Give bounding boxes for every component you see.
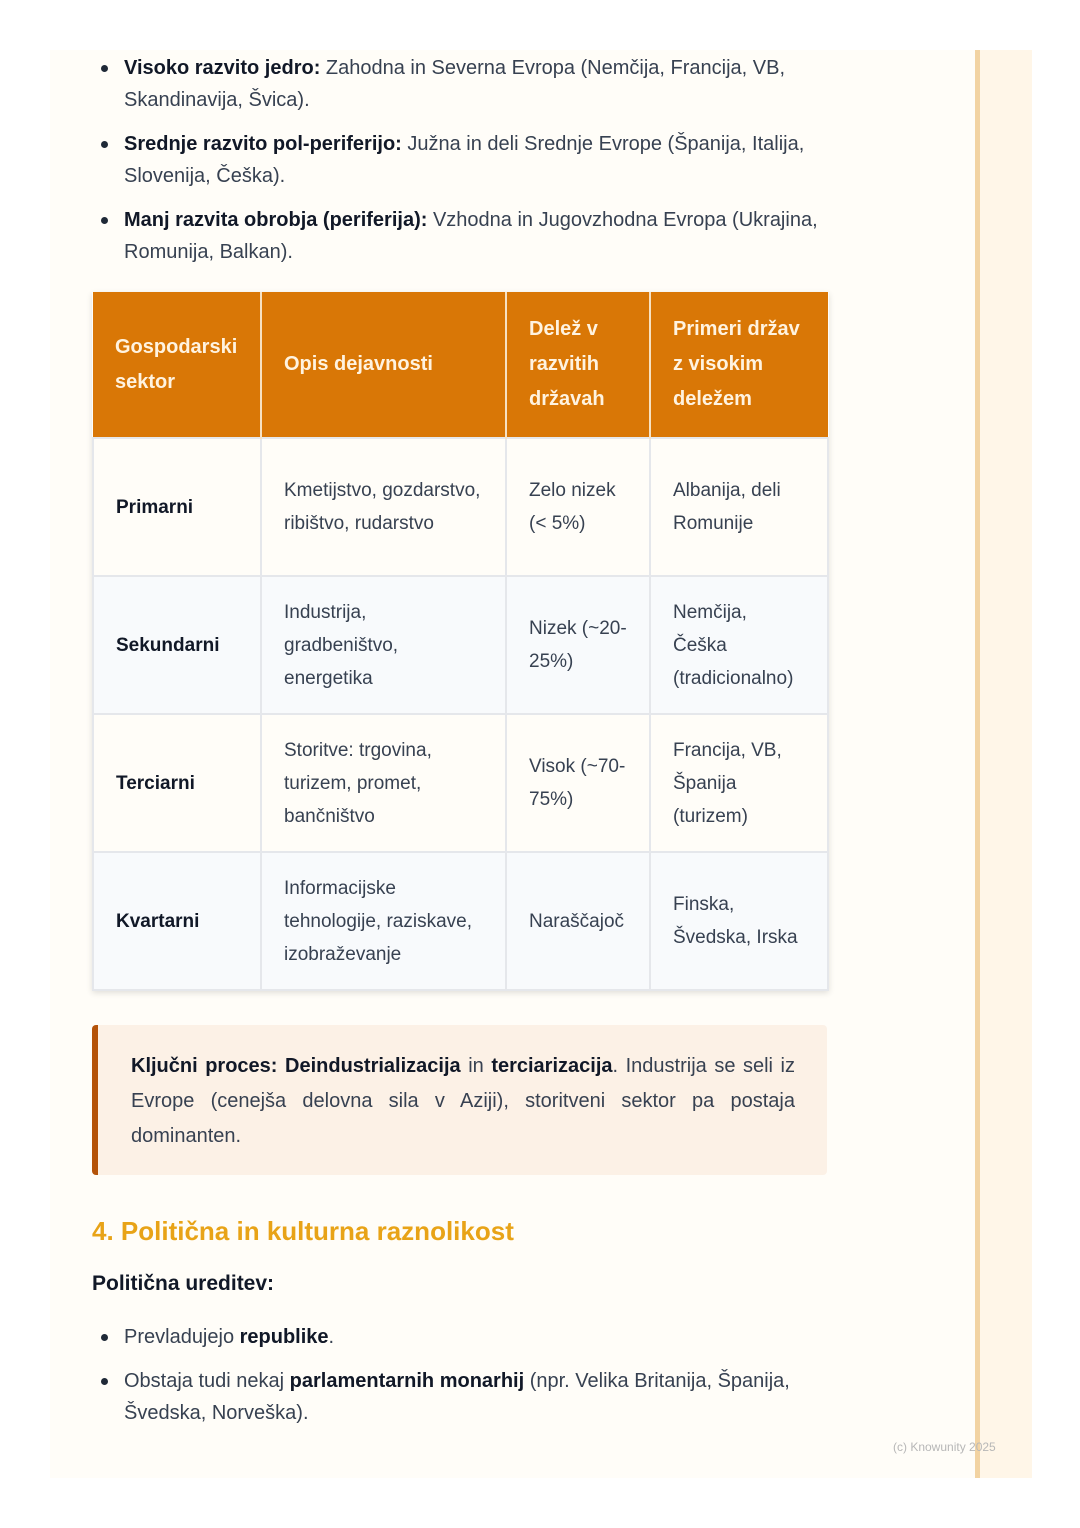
cell-sector: Primarni <box>93 438 261 576</box>
cell-examples: Nemčija, Češka (tradicionalno) <box>650 576 828 714</box>
sidebar-divider <box>975 50 980 1478</box>
list-item <box>92 52 827 116</box>
cell-sector: Sekundarni <box>93 576 261 714</box>
list-item-text: (npr. Velika Britanija, Španija, Švedska, Norveška). <box>124 1370 790 1424</box>
callout-label: Ključni proces: <box>131 1055 278 1077</box>
callout-text: . Industrija se seli iz Evrope (cenejša delovna sila v Aziji), storitveni sektor pa postaja dominanten. <box>131 1055 795 1147</box>
list-item <box>92 204 827 268</box>
cell-description: Kmetijstvo, gozdarstvo, ribištvo, rudarstvo <box>261 438 506 576</box>
cell-description: Informacijske tehnologije, raziskave, izobraževanje <box>261 852 506 990</box>
list-item <box>92 128 827 192</box>
table-header-row <box>93 292 828 438</box>
callout-term: Deindustrializacija <box>285 1055 461 1077</box>
list-item-term: Visoko razvito jedro: <box>124 57 321 79</box>
cell-examples: Albanija, deli Romunije <box>650 438 828 576</box>
cell-description: Storitve: trgovina, turizem, promet, bančništvo <box>261 714 506 852</box>
list-item <box>92 1321 827 1353</box>
cell-share: Naraščajoč <box>506 852 650 990</box>
cell-share: Visok (~70-75%) <box>506 714 650 852</box>
cell-share: Nizek (~20-25%) <box>506 576 650 714</box>
list-item-term: republike <box>239 1326 329 1348</box>
list-item-term: parlamentarnih monarhij <box>289 1370 525 1392</box>
callout-connector: in <box>460 1055 492 1077</box>
column-header-sector: Gospodarski sektor <box>93 292 261 438</box>
list-item-text: Zahodna in Severna Evropa (Nemčija, Francija, VB, Skandinavija, Švica). <box>124 57 786 111</box>
subheading: Politična ureditev: <box>92 1272 275 1295</box>
cell-sector: Terciarni <box>93 714 261 852</box>
list-item-text: Obstaja tudi nekaj <box>124 1370 290 1392</box>
list-item-text: Vzhodna in Jugovzhodna Evropa (Ukrajina, Romunija, Balkan). <box>124 209 818 263</box>
list-item <box>92 1365 827 1429</box>
table-row <box>93 852 828 990</box>
column-header-share: Delež v razvitih državah <box>506 292 650 438</box>
list-item-text: . <box>328 1326 335 1348</box>
key-process-callout <box>92 1025 827 1175</box>
development-list <box>92 52 827 268</box>
cell-sector: Kvartarni <box>93 852 261 990</box>
cell-description: Industrija, gradbeništvo, energetika <box>261 576 506 714</box>
sidebar-strip <box>975 50 1032 1478</box>
cell-share: Zelo nizek (< 5%) <box>506 438 650 576</box>
list-item-term: Manj razvita obrobja (periferija): <box>124 209 428 231</box>
main-content <box>92 52 827 1441</box>
callout-term: terciarizacija <box>491 1055 613 1077</box>
list-item-term: Srednje razvito pol-periferijo: <box>124 133 402 155</box>
column-header-description: Opis dejavnosti <box>261 292 506 438</box>
cell-examples: Francija, VB, Španija (turizem) <box>650 714 828 852</box>
political-list <box>92 1321 827 1429</box>
table-row <box>93 576 828 714</box>
section-title: 4. Politična in kulturna raznolikost <box>92 1216 514 1246</box>
cell-examples: Finska, Švedska, Irska <box>650 852 828 990</box>
economic-sectors-table <box>92 292 829 991</box>
list-item-text: Južna in deli Srednje Evrope (Španija, Italija, Slovenija, Češka). <box>124 133 805 187</box>
table-row <box>93 714 828 852</box>
column-header-examples: Primeri držav z visokim deležem <box>650 292 828 438</box>
table-row <box>93 438 828 576</box>
list-item-text: Prevladujejo <box>124 1326 240 1348</box>
copyright-notice: (c) Knowunity 2025 <box>893 1440 996 1454</box>
